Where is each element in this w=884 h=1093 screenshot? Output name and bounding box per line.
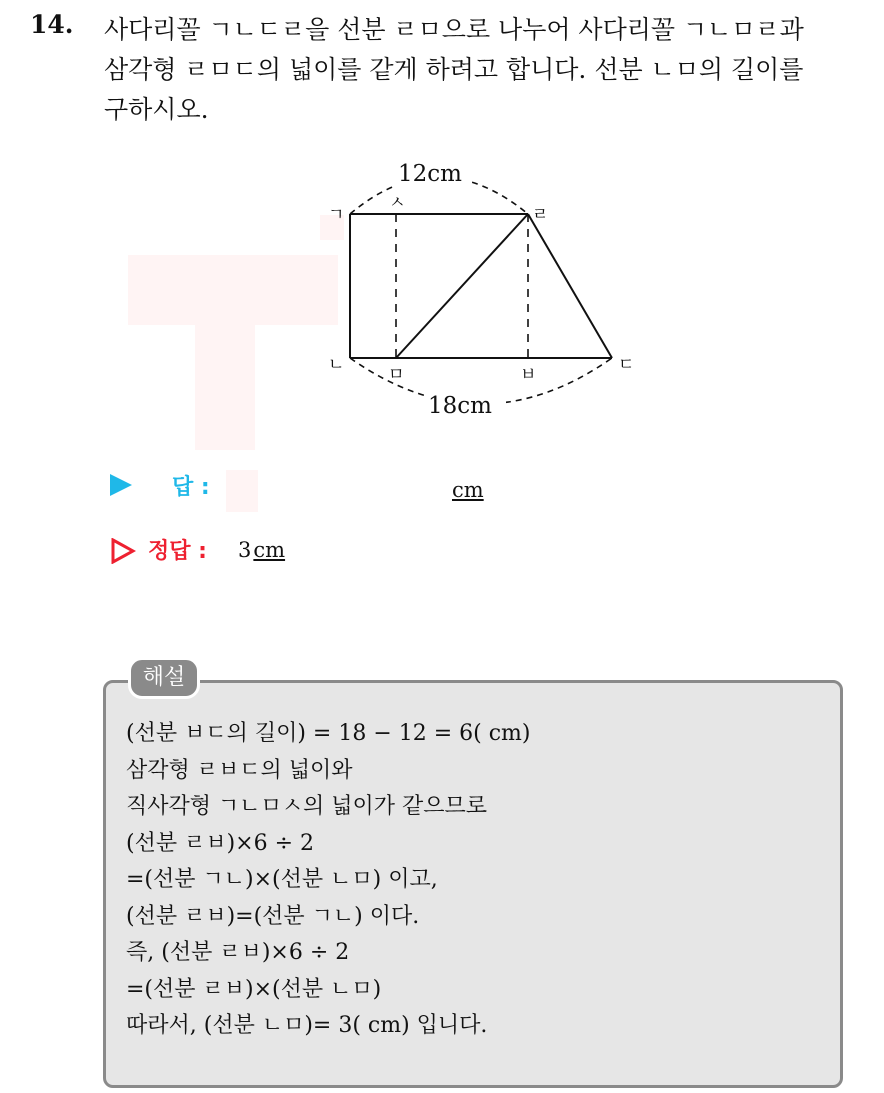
- explanation-line: =(선분 ㄱㄴ)×(선분 ㄴㅁ) 이고,: [126, 867, 438, 892]
- vertex-label-r: ㄹ: [532, 205, 549, 225]
- answer-label: 답 :: [172, 475, 210, 500]
- vertex-label-d: ㄷ: [618, 355, 635, 375]
- vertex-label-b: ㅂ: [520, 365, 537, 385]
- explanation-text: [126, 716, 826, 1045]
- explanation-tab: 해설: [128, 657, 200, 699]
- problem-text: [104, 10, 864, 130]
- segment-rm: [396, 214, 528, 358]
- explanation-line: 삼각형 ㄹㅂㄷ의 넓이와: [126, 757, 353, 783]
- problem-line: 사다리꼴 ㄱㄴㄷㄹ을 선분 ㄹㅁ으로 나누어 사다리꼴 ㄱㄴㅁㄹ과: [104, 15, 804, 44]
- explanation-line: (선분 ㄹㅂ)=(선분 ㄱㄴ) 이다.: [126, 903, 420, 929]
- outline-play-arrow-icon: [110, 538, 136, 564]
- trapezoid-diagram: [318, 150, 658, 420]
- problem-line: 삼각형 ㄹㅁㄷ의 넓이를 같게 하려고 합니다. 선분 ㄴㅁ의 길이를: [104, 55, 804, 84]
- answer-blank-unit: cm: [452, 478, 484, 502]
- vertex-label-n: ㄴ: [328, 355, 345, 375]
- top-length-label: 12cm: [398, 161, 462, 187]
- explanation-line: 따라서, (선분 ㄴㅁ)= 3( cm) 입니다.: [126, 1013, 488, 1038]
- vertex-label-g: ㄱ: [328, 205, 345, 225]
- correct-answer-row: [110, 534, 410, 570]
- explanation-line: 즉, (선분 ㄹㅂ)×6 ÷ 2: [126, 940, 350, 965]
- play-arrow-icon: [110, 474, 132, 496]
- correct-answer-value: [238, 538, 285, 562]
- explanation-line: (선분 ㄹㅂ)×6 ÷ 2: [126, 830, 315, 856]
- explanation-line: 직사각형 ㄱㄴㅁㅅ의 넓이가 같으므로: [126, 794, 488, 819]
- vertex-label-m: ㅁ: [388, 365, 405, 385]
- correct-answer-unit: cm: [253, 538, 286, 562]
- side-rd: [528, 214, 612, 358]
- problem-number: 14.: [30, 10, 74, 39]
- trapezoid-figure: [318, 150, 658, 420]
- vertex-label-s: ㅅ: [389, 193, 406, 213]
- background-block: [195, 290, 255, 450]
- correct-answer-number: 3: [238, 538, 252, 562]
- bottom-length-label: 18cm: [428, 393, 492, 419]
- correct-answer-label: 정답 :: [148, 539, 207, 564]
- explanation-line: (선분 ㅂㄷ의 길이) = 18 − 12 = 6( cm): [126, 721, 531, 746]
- problem-line: 구하시오.: [104, 95, 209, 124]
- explanation-line: =(선분 ㄹㅂ)×(선분 ㄴㅁ): [126, 976, 382, 1002]
